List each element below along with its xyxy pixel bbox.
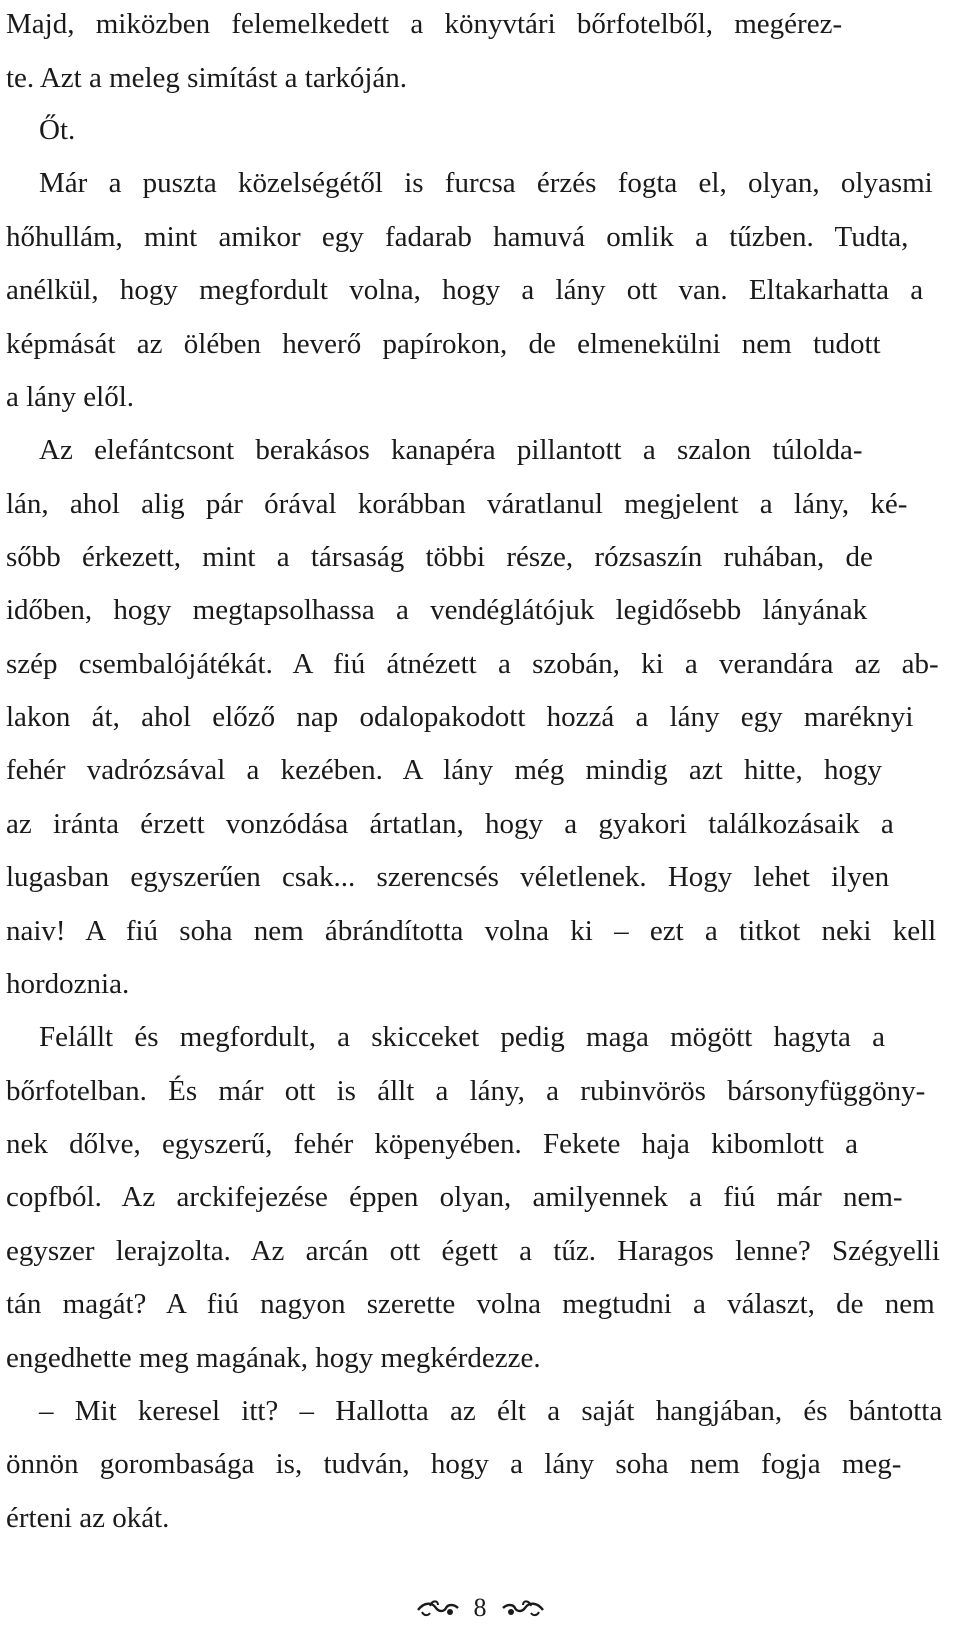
text-line: képmását az ölében heverő papírokon, de elmenekülni nem tudott — [6, 328, 881, 360]
text-line: naiv! A fiú soha nem ábrándította volna ki – ezt a titkot neki kell — [6, 915, 937, 947]
text-line: tán magát? A fiú nagyon szerette volna megtudni a választ, de nem — [6, 1288, 935, 1320]
floral-ornament-icon — [416, 1596, 460, 1620]
text-line: te. Azt a meleg simítást a tarkóján. — [6, 62, 408, 94]
text-line: lugasban egyszerűen csak... szerencsés véletlenek. Hogy lehet ilyen — [6, 861, 890, 893]
text-line: időben, hogy megtapsolhassa a vendéglátójuk legidősebb lányának — [6, 594, 868, 626]
text-line: hőhullám, mint amikor egy fadarab hamuvá omlik a tűzben. Tudta, — [6, 221, 909, 253]
text-line: – Mit keresel itt? – Hallotta az élt a saját hangjában, és bántotta — [39, 1395, 943, 1427]
text-line: lán, ahol alig pár órával korábban váratlanul megjelent a lány, ké- — [6, 488, 908, 520]
text-line: Majd, miközben felemelkedett a könyvtári bőrfotelből, megérez- — [6, 8, 843, 40]
text-line: szép csembalójátékát. A fiú átnézett a szobán, ki a verandára az ab- — [6, 648, 939, 680]
text-line: Az elefántcsont berakásos kanapéra pillantott a szalon túlolda- — [39, 434, 863, 466]
text-line: érteni az okát. — [6, 1502, 170, 1534]
text-line: fehér vadrózsával a kezében. A lány még mindig azt hitte, hogy — [6, 754, 883, 786]
text-line: Felállt és megfordult, a skicceket pedig maga mögött hagyta a — [39, 1021, 885, 1053]
text-line: anélkül, hogy megfordult volna, hogy a lány ott van. Eltakarhatta a — [6, 274, 924, 306]
text-line: nek dőlve, egyszerű, fehér köpenyében. Fekete haja kibomlott a — [6, 1128, 859, 1160]
text-line: Őt. — [39, 114, 76, 146]
page-number: 8 — [473, 1593, 487, 1622]
text-line: hordoznia. — [6, 968, 130, 1000]
text-line: bőrfotelban. És már ott is állt a lány, a rubinvörös bársonyfüggöny- — [6, 1075, 926, 1107]
text-line: a lány elől. — [6, 381, 135, 413]
floral-ornament-icon — [501, 1596, 545, 1620]
text-line: copfból. Az arckifejezése éppen olyan, amilyennek a fiú már nem- — [6, 1181, 903, 1213]
page-footer — [0, 1588, 960, 1628]
text-line: önnön gorombasága is, tudván, hogy a lány soha nem fogja meg- — [6, 1448, 902, 1480]
text-line: sőbb érkezett, mint a társaság többi része, rózsaszín ruhában, de — [6, 541, 873, 573]
text-line: engedhette meg magának, hogy megkérdezze. — [6, 1342, 541, 1374]
text-line: lakon át, ahol előző nap odalopakodott hozzá a lány egy maréknyi — [6, 701, 914, 733]
text-line: Már a puszta közelségétől is furcsa érzés fogta el, olyan, olyasmi — [39, 167, 933, 199]
text-line: egyszer lerajzolta. Az arcán ott égett a tűz. Haragos lenne? Szégyelli — [6, 1235, 940, 1267]
text-line: az iránta érzett vonzódása ártatlan, hogy a gyakori találkozásaik a — [6, 808, 894, 840]
